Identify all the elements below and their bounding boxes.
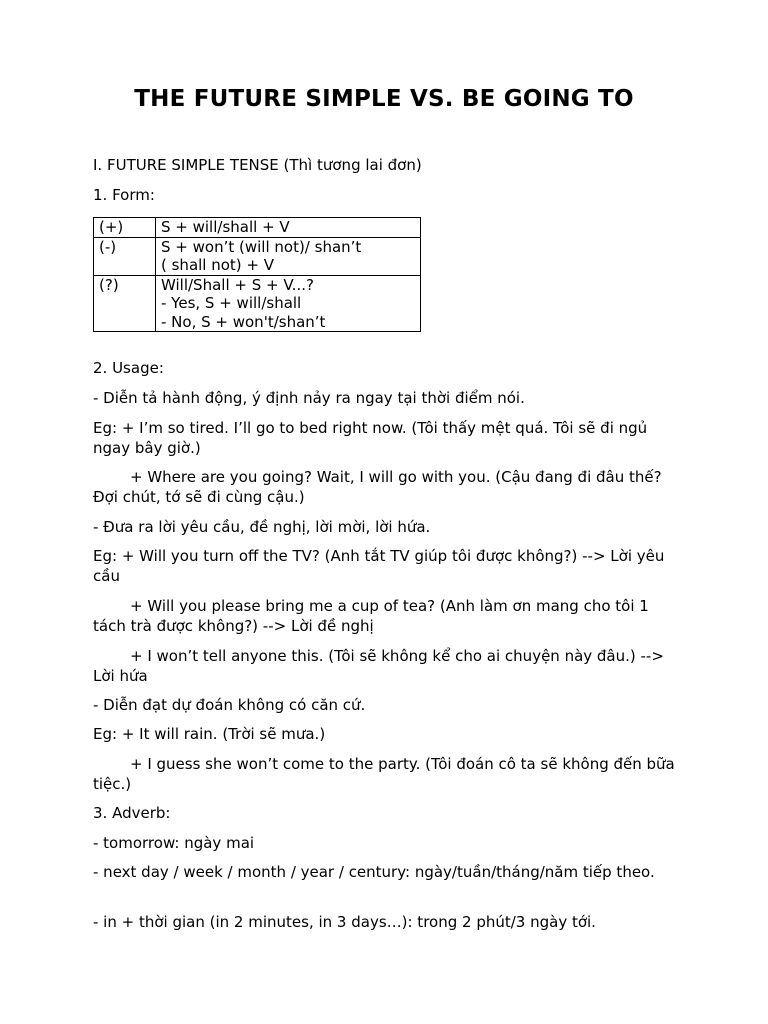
usage-example: Eg: + I’m so tired. I’ll go to bed right now. (Tôi thấy mệt quá. Tôi sẽ đi ngủ ngay bây giờ.) <box>93 419 648 457</box>
form-sign-question: (?) <box>94 275 156 332</box>
form-line: S + will/shall + V <box>161 218 290 236</box>
form-table <box>93 217 421 332</box>
adverb-item: - in + thời gian (in 2 minutes, in 3 days…): trong 2 phút/3 ngày tới. <box>93 913 596 931</box>
form-sign-negative: (-) <box>94 237 156 275</box>
table-row <box>94 218 421 238</box>
form-line: S + won’t (will not)/ shan’t <box>161 237 362 256</box>
form-line: ( shall not) + V <box>161 256 275 274</box>
document-title: THE FUTURE SIMPLE VS. BE GOING TO <box>134 86 634 112</box>
usage-item-2: - Đưa ra lời yêu cầu, đề nghị, lời mời, lời hứa. <box>93 518 431 536</box>
adverb-label: 3. Adverb: <box>93 804 171 822</box>
usage-item-3: - Diễn đạt dự đoán không có căn cứ. <box>93 696 366 714</box>
usage-example: Eg: + It will rain. (Trời sẽ mưa.) <box>93 725 326 743</box>
form-structure-affirmative <box>156 218 421 238</box>
table-row <box>94 275 421 332</box>
usage-example: + I won’t tell anyone this. (Tôi sẽ không kể cho ai chuyện này đâu.) --> Lời hứa <box>93 647 664 685</box>
usage-example: + Will you please bring me a cup of tea? (Anh làm ơn mang cho tôi 1 tách trà được không?) --> Lời đề nghị <box>93 597 649 635</box>
usage-example: + I guess she won’t come to the party. (Tôi đoán cô ta sẽ không đến bữa tiệc.) <box>93 755 675 793</box>
adverb-item: - tomorrow: ngày mai <box>93 834 255 852</box>
form-structure-negative <box>156 237 421 275</box>
form-label: 1. Form: <box>93 186 155 204</box>
section-heading: I. FUTURE SIMPLE TENSE (Thì tương lai đơn) <box>93 156 422 174</box>
adverb-item: - next day / week / month / year / century: ngày/tuần/tháng/năm tiếp theo. <box>93 863 655 881</box>
usage-item-1: - Diễn tả hành động, ý định nảy ra ngay tại thời điểm nói. <box>93 389 525 407</box>
usage-example: Eg: + Will you turn off the TV? (Anh tắt TV giúp tôi được không?) --> Lời yêu cầu <box>93 547 665 585</box>
table-row <box>94 237 421 275</box>
form-sign-affirmative: (+) <box>94 218 156 238</box>
form-line: - No, S + won't/shan’t <box>161 312 326 331</box>
form-line: Will/Shall + S + V...? <box>161 275 314 294</box>
form-structure-question <box>156 275 421 332</box>
usage-example: + Where are you going? Wait, I will go with you. (Cậu đang đi đâu thế? Đợi chút, tớ sẽ đi cùng cậu.) <box>93 468 662 506</box>
form-line: - Yes, S + will/shall <box>161 294 302 312</box>
usage-label: 2. Usage: <box>93 359 164 377</box>
